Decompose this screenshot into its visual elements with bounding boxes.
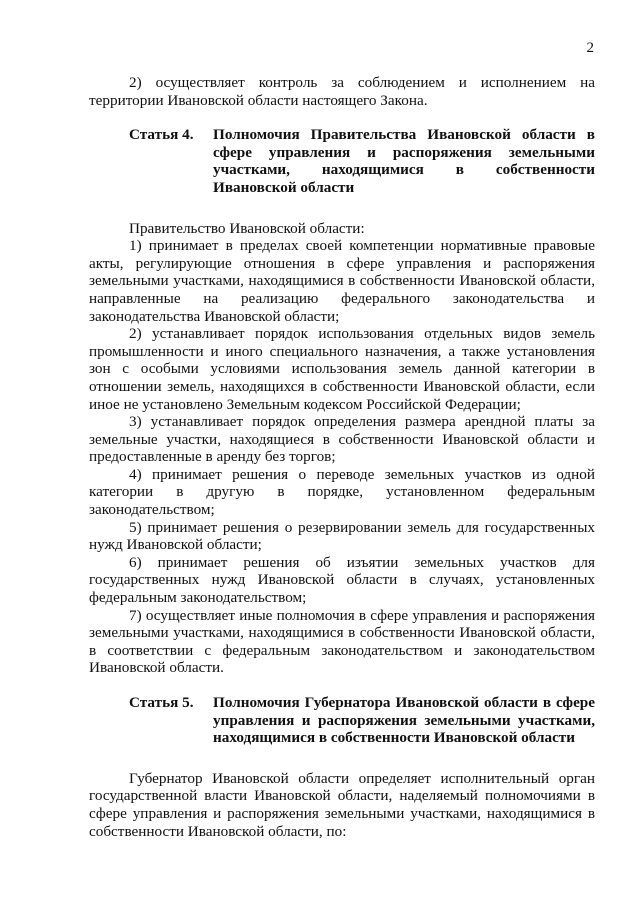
paragraph-intro-2: 2) осуществляет контроль за соблюдением и исполнением на территории Ивановской области настоящего Закона. (89, 74, 595, 109)
article-5-paragraph: Губернатор Ивановской области определяет исполнительный орган государственной власти Ивановской области, наделяемый полномочиями в сфере управления и распоряжения земельными участками, находящимися в собственности Ивановской области, по: (89, 769, 595, 840)
article-4-paragraph: 5) принимает решения о резервировании земель для государственных нужд Ивановской области; (89, 518, 595, 554)
page-number: 2 (586, 40, 594, 56)
article-4-title: Полномочия Правительства Ивановской области в сфере управления и распоряжения земельными участками, находящимися в собственности Ивановской области (213, 126, 595, 196)
document-body (89, 74, 595, 840)
article-4-paragraph: 1) принимает в пределах своей компетенции нормативные правовые акты, регулирующие отношения в сфере управления и распоряжения земельными участками, находящимися в собственности Ивановской области, направленные на реализацию федерального законодательства и законодательства Ивановской области; (89, 237, 595, 325)
article-4-number: Статья 4. (129, 126, 194, 144)
article-4-paragraph: 3) устанавливает порядок определения размера арендной платы за земельные участки, находящиеся в собственности Ивановской области и предоставленные в аренду без торгов; (89, 413, 595, 466)
article-4-paragraph: Правительство Ивановской области: (129, 219, 365, 237)
article-4-heading (129, 126, 595, 196)
article-4-paragraph: 4) принимает решения о переводе земельных участков из одной категории в другую в порядке, установленном федеральным законодательством; (89, 465, 595, 519)
article-5-heading (129, 694, 595, 747)
article-5-title: Полномочия Губернатора Ивановской области в сфере управления и распоряжения земельными участками, находящимися в собственности Ивановской области (213, 694, 595, 747)
article-5-number: Статья 5. (129, 694, 194, 711)
article-4-paragraph: 6) принимает решения об изъятии земельных участков для государственных нужд Ивановской области в случаях, установленных федеральным законодательством; (89, 553, 595, 607)
article-4-paragraph: 2) устанавливает порядок использования отдельных видов земель промышленности и иного специального назначения, а также установления зон с особыми условиями использования земель данной категории в отношении земель, находящихся в собственности Ивановской области, если иное не установлено Земельным кодексом Российской Федерации; (89, 325, 595, 413)
article-4-paragraph: 7) осуществляет иные полномочия в сфере управления и распоряжения земельными участками, находящимися в собственности Ивановской области, в соответствии с федеральным законодательством и законодательством Ивановской области. (89, 606, 595, 677)
